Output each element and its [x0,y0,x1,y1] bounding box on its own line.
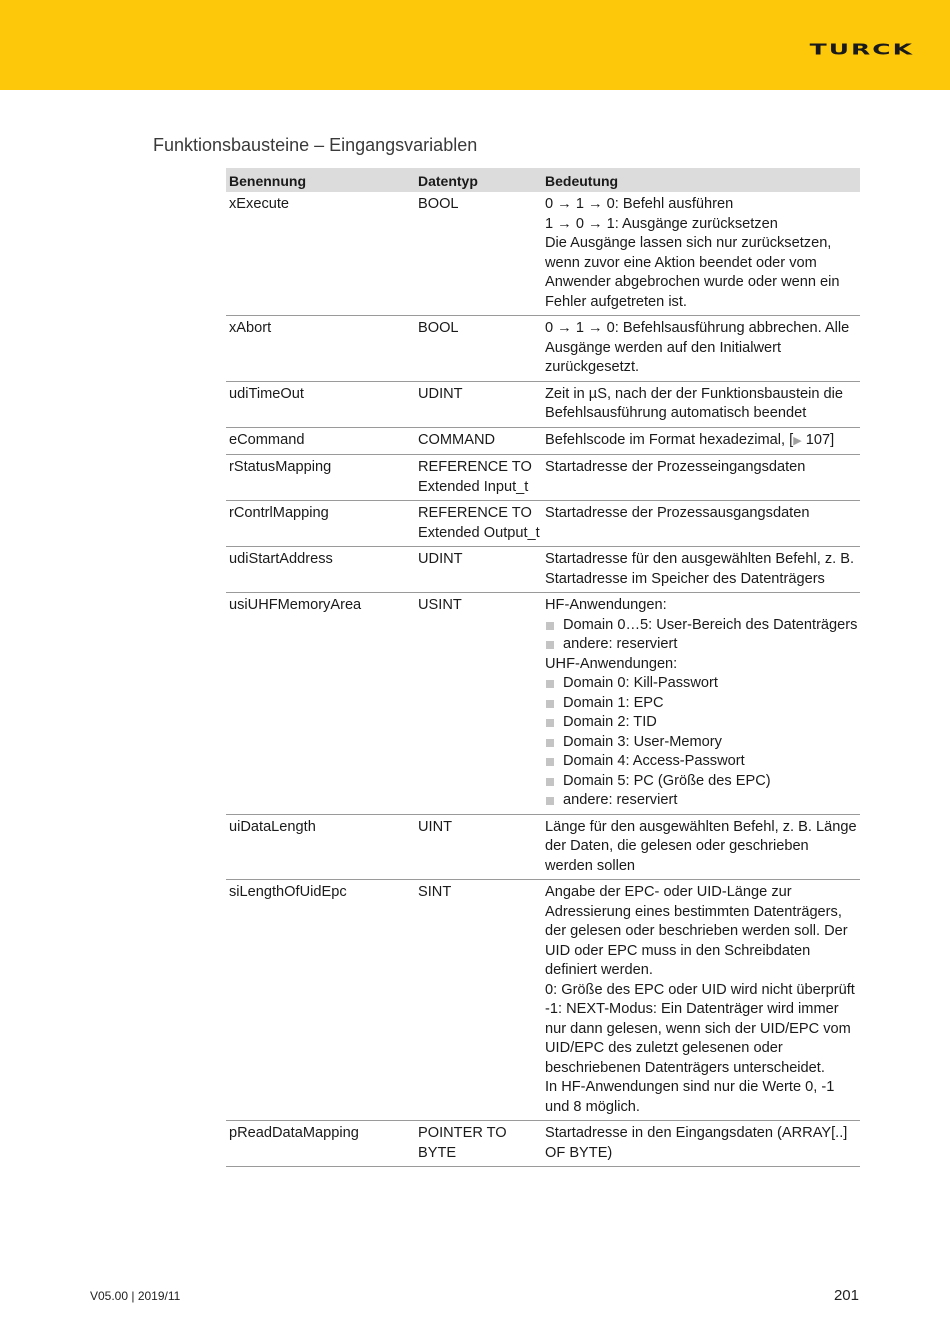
table-row [226,455,860,501]
cell-name: usiUHFMemoryArea [226,593,415,815]
reference-arrow-icon: ▶ [793,434,802,447]
column-header-name: Benennung [226,168,415,192]
cell-name: siLengthOfUidEpc [226,880,415,1121]
cell-meaning [542,381,860,427]
column-header-meaning: Bedeutung [542,168,860,192]
meaning-line: Startadresse der Prozessausgangsdaten [545,505,810,521]
cell-meaning [542,501,860,547]
cell-meaning [542,192,860,316]
cell-meaning [542,427,860,455]
table-row [226,316,860,382]
cell-type: POINTER TO BYTE [415,1121,542,1167]
cell-name: rStatusMapping [226,455,415,501]
table-row [226,501,860,547]
cell-meaning [542,547,860,593]
hf-list [545,616,858,655]
cell-type: USINT [415,593,542,815]
table-row [226,547,860,593]
list-item: Domain 3: User-Memory [545,733,858,753]
cell-name: pReadDataMapping [226,1121,415,1167]
meaning-text: Befehlscode im Format hexadezimal, [ [545,431,794,448]
cell-type: UDINT [415,381,542,427]
cell-type: BOOL [415,316,542,382]
cell-type: REFERENCE TO Extended Input_t [415,455,542,501]
column-header-type: Datentyp [415,168,542,192]
list-item: Domain 0…5: User-Bereich des Datenträgers [545,616,858,636]
cell-name: eCommand [226,427,415,455]
list-item: Domain 2: TID [545,713,858,733]
cell-type: REFERENCE TO Extended Output_t [415,501,542,547]
list-item: Domain 0: Kill-Passwort [545,674,858,694]
cell-name: rContrlMapping [226,501,415,547]
cell-type: UDINT [415,547,542,593]
input-variables-table [226,168,860,1167]
cell-meaning [542,455,860,501]
table-row [226,814,860,880]
cell-name: udiStartAddress [226,547,415,593]
cell-type: COMMAND [415,427,542,455]
meaning-line: 0 → 1 → 0: Befehl ausführen [545,196,734,212]
cell-type: BOOL [415,192,542,316]
meaning-line: Die Ausgänge lassen sich nur zurücksetzen, wenn zuvor eine Aktion beendet oder vom Anwender abgebrochen wurde oder wenn ein Fehler aufgetreten ist. [545,235,840,310]
meaning-line: Startadresse in den Eingangsdaten (ARRAY[..] OF BYTE) [545,1125,848,1161]
section-title: Funktionsbausteine – Eingangsvariablen [153,135,478,155]
meaning-line: Startadresse der Prozesseingangsdaten [545,459,806,475]
meaning-line: Startadresse für den ausgewählten Befehl, z. B. Startadresse im Speicher des Datenträgers [545,551,855,587]
table-row [226,381,860,427]
hf-label: HF-Anwendungen: [545,597,667,613]
meaning-line: Angabe der EPC- oder UID-Länge zur Adressierung eines bestimmten Datenträgers, der gelesen oder beschrieben werden soll. Der UID oder EPC muss in den Schreibdaten definiert werden. [545,884,848,978]
uhf-label: UHF-Anwendungen: [545,655,678,672]
turck-logo: TURCK [809,40,914,58]
cell-type: SINT [415,880,542,1121]
cell-type: UINT [415,814,542,880]
list-item: Domain 5: PC (Größe des EPC) [545,772,858,792]
list-item: Domain 4: Access-Passwort [545,752,858,772]
table-row [226,427,860,455]
table-row [226,593,860,815]
table-header-row [226,168,860,192]
cell-name: xExecute [226,192,415,316]
meaning-line: In HF-Anwendungen sind nur die Werte 0, -1 und 8 möglich. [545,1079,835,1115]
list-item: andere: reserviert [545,635,858,655]
cell-name: xAbort [226,316,415,382]
cell-name: uiDataLength [226,814,415,880]
page-reference-link[interactable]: 107] [805,431,835,448]
cell-meaning [542,880,860,1121]
table-row [226,1121,860,1167]
cell-meaning [542,814,860,880]
table-row [226,192,860,316]
meaning-line: -1: NEXT-Modus: Ein Datenträger wird immer nur dann gelesen, wenn sich der UID/EPC vom UID/EPC des zuletzt gelesenen oder beschriebenen Datenträgers unterscheidet. [545,1001,851,1076]
cell-meaning [542,1121,860,1167]
cell-meaning [542,593,860,815]
list-item: Domain 1: EPC [545,694,858,714]
meaning-line: Länge für den ausgewählten Befehl, z. B. Länge der Daten, die gelesen oder geschrieben werden sollen [545,818,857,874]
table-row [226,880,860,1121]
version-footer: V05.00 | 2019/11 [90,1289,181,1303]
uhf-list [545,674,858,811]
list-item: andere: reserviert [545,791,858,811]
header-bar [0,0,950,90]
cell-meaning [542,316,860,382]
page-number: 201 [833,1287,859,1304]
cell-name: udiTimeOut [226,381,415,427]
meaning-line: Zeit in µS, nach der der Funktionsbaustein die Befehlsausführung automatisch beendet [545,385,844,421]
meaning-line: 0 → 1 → 0: Befehlsausführung abbrechen. Alle Ausgänge werden auf den Initialwert zurückgesetzt. [545,320,850,375]
meaning-line: 0: Größe des EPC oder UID wird nicht überprüft [545,981,855,998]
meaning-line: 1 → 0 → 1: Ausgänge zurücksetzen [545,215,778,232]
